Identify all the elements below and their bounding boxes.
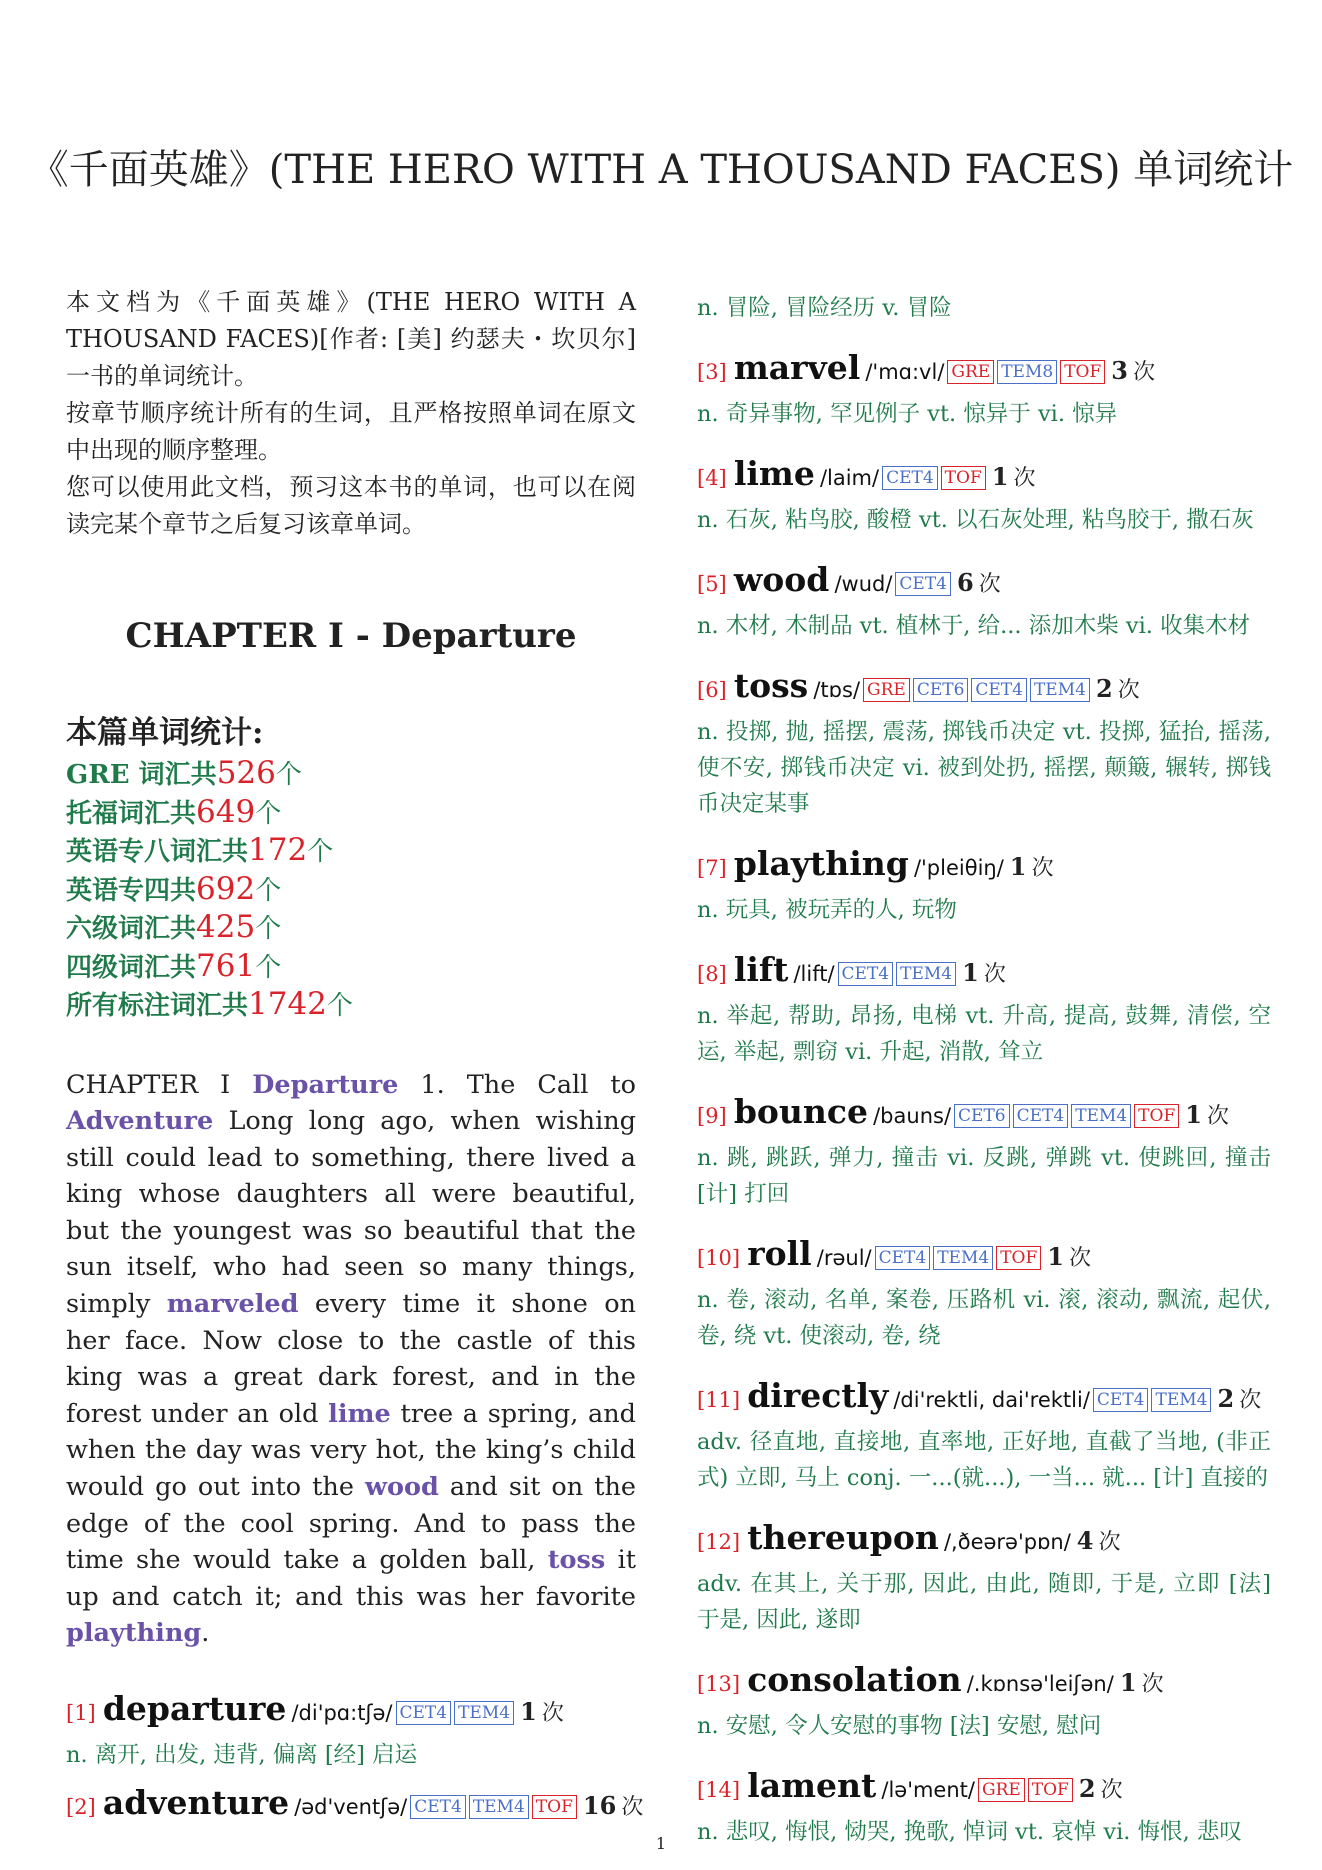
- entry-phonetic: /.kɒnsə'leiʃən/: [966, 1672, 1114, 1696]
- right-vocab-list: [697, 346, 1271, 1850]
- entry-definition: n. 奇异事物, 罕见例子 vt. 惊异于 vi. 惊异: [697, 401, 1118, 427]
- stat-count: 649: [196, 793, 256, 830]
- exam-tag: CET6: [913, 678, 969, 702]
- vocab-entry: [697, 346, 1271, 432]
- source-passage: [66, 1067, 636, 1653]
- exam-tag: CET6: [954, 1104, 1010, 1128]
- entry-index: [7]: [697, 856, 727, 880]
- entry-frequency: 1: [1009, 852, 1027, 881]
- entry-header: [697, 948, 1271, 998]
- entry-phonetic: /di'rektli, dai'rektli/: [893, 1388, 1090, 1412]
- entry-index: [6]: [697, 678, 727, 702]
- entry-header: [697, 1764, 1271, 1814]
- stat-line-gre: [66, 755, 636, 794]
- stat-line-toefl: [66, 794, 636, 833]
- entry-word: marvel: [733, 348, 861, 387]
- stat-count: 425: [196, 909, 256, 945]
- entry-word: consolation: [747, 1660, 962, 1699]
- entry-word: plaything: [733, 844, 909, 883]
- passage-text: tree a spring, and when the day was very hot, the king’s child would go out into the: [66, 1398, 636, 1503]
- highlighted-word: marveled: [166, 1289, 299, 1320]
- entry-frequency-unit: 次: [1239, 1388, 1262, 1413]
- left-column: [66, 284, 644, 1839]
- entry-frequency-unit: 次: [1069, 1246, 1092, 1271]
- exam-tag: CET4: [882, 466, 938, 490]
- passage-text: every time it shone on her face. Now close to the castle of this king was a great dark forest, and in the forest under an old: [66, 1289, 636, 1429]
- exam-tag: TEM4: [933, 1246, 993, 1270]
- stat-line-tem8: [66, 832, 636, 871]
- entry-phonetic: /bauns/: [873, 1104, 952, 1128]
- entry-definition: n. 悲叹, 悔恨, 恸哭, 挽歌, 悼词 vt. 哀悼 vi. 悔恨, 悲叹: [697, 1819, 1242, 1845]
- entry-frequency-unit: 次: [1207, 1104, 1230, 1129]
- entry-header: [697, 1658, 1271, 1708]
- entry-frequency-unit: 次: [1141, 1672, 1164, 1697]
- exam-tag: TOF: [1060, 360, 1105, 384]
- exam-tag: CET4: [410, 1795, 466, 1819]
- exam-tag: CET4: [875, 1246, 931, 1270]
- exam-tag: TOF: [996, 1246, 1041, 1270]
- stat-line-cet6: [66, 909, 636, 948]
- entry-definition: n. 安慰, 令人安慰的事物 [法] 安慰, 慰问: [697, 1713, 1102, 1739]
- exam-tag: TEM4: [896, 962, 956, 986]
- vocab-entry: [697, 842, 1271, 928]
- entry-header: [66, 1781, 644, 1831]
- entry-index: [12]: [697, 1530, 741, 1554]
- intro-paragraph: 本文档为《千面英雄》(THE HERO WITH A THOUSAND FACES)[作者: [美] 约瑟夫・坎贝尔] 一书的单词统计。: [66, 288, 636, 390]
- stat-unit: 个: [255, 798, 282, 829]
- exam-tag: TOF: [941, 466, 986, 490]
- vocab-entry: [697, 1090, 1271, 1212]
- stat-unit: 个: [326, 991, 353, 1021]
- exam-tag: TOF: [532, 1795, 577, 1819]
- vocab-entry: [697, 664, 1271, 822]
- exam-tag: TEM8: [997, 360, 1057, 384]
- entry-word: wood: [733, 560, 830, 599]
- exam-tag: TEM4: [469, 1795, 529, 1819]
- entry-frequency: 2: [1095, 674, 1113, 703]
- entry-frequency-unit: 次: [1013, 466, 1036, 491]
- entry-word: departure: [102, 1689, 287, 1728]
- passage-text: and sit on the edge of the cool spring. And to pass the time she would take a golden ball,: [66, 1472, 637, 1576]
- entry-frequency: 1: [962, 958, 979, 987]
- entry-frequency: 1: [1185, 1100, 1202, 1129]
- stat-count: 692: [196, 870, 256, 907]
- entry-header: [697, 346, 1271, 396]
- entry-index: [3]: [697, 360, 727, 384]
- entry-definition: n. 跳, 跳跃, 弹力, 撞击 vi. 反跳, 弹跳 vt. 使跳回, 撞击 [计] 打回: [697, 1145, 1271, 1207]
- stats-list: [66, 755, 636, 1025]
- entry-phonetic: /rəul/: [816, 1246, 872, 1270]
- entry-definition: n. 木材, 木制品 vt. 植林于, 给... 添加木柴 vi. 收集木材: [697, 613, 1251, 639]
- entry-frequency: 4: [1076, 1526, 1094, 1555]
- entry-phonetic: /'pleiθiŋ/: [913, 856, 1004, 880]
- entry-index: [2]: [66, 1795, 96, 1819]
- intro-paragraph: 按章节顺序统计所有的生词，且严格按照单词在原文中出现的顺序整理。: [66, 399, 636, 464]
- vocab-entry: [697, 558, 1271, 644]
- entry-index: [9]: [697, 1104, 727, 1128]
- entry-index: [11]: [697, 1388, 741, 1412]
- highlighted-word: lime: [328, 1398, 391, 1429]
- entry-index: [5]: [697, 572, 727, 596]
- entry-header: [697, 1090, 1271, 1140]
- entry-index: [8]: [697, 962, 727, 986]
- page-number: 1: [655, 1834, 667, 1853]
- highlighted-word: Adventure: [66, 1106, 214, 1137]
- exam-tag: TEM4: [454, 1701, 514, 1725]
- stat-label: 四级词汇共: [66, 952, 197, 983]
- stat-unit: 个: [307, 837, 334, 867]
- entry-phonetic: /wud/: [834, 572, 893, 596]
- vocab-entry: [697, 1658, 1271, 1744]
- entry-phonetic: /əd'ventʃə/: [294, 1795, 408, 1819]
- entry-definition: adv. 径直地, 直接地, 直率地, 正好地, 直截了当地, (非正式) 立即, 马上 conj. 一...(就...), 一当... 就... [计] 直接的: [697, 1429, 1271, 1491]
- entry-word: toss: [733, 666, 809, 705]
- vocab-entry: [697, 1374, 1271, 1496]
- exam-tag: TEM4: [1071, 1104, 1131, 1128]
- entry-header: [697, 664, 1271, 714]
- entry-frequency: 1: [1047, 1242, 1064, 1271]
- entry-word: adventure: [102, 1783, 290, 1822]
- exam-tag: CET4: [971, 678, 1027, 702]
- entry-phonetic: /laim/: [819, 466, 880, 490]
- vocab-entry: [66, 1781, 644, 1831]
- entry-index: [14]: [697, 1778, 741, 1802]
- entry-frequency-unit: 次: [1031, 856, 1054, 881]
- entry-header: [697, 1516, 1271, 1566]
- entry-phonetic: /tɒs/: [813, 678, 861, 702]
- entry-frequency: 1: [520, 1697, 537, 1726]
- passage-text: it up and catch it; and this was her favorite: [66, 1545, 637, 1612]
- entry-definition: n. 石灰, 粘鸟胶, 酸橙 vt. 以石灰处理, 粘鸟胶于, 撒石灰: [697, 507, 1254, 533]
- vocab-entry: [66, 1687, 636, 1773]
- stat-label: 托福词汇共: [66, 798, 197, 829]
- entry-phonetic: /,ðeərə'pɒn/: [943, 1530, 1071, 1554]
- exam-tag: CET4: [838, 962, 894, 986]
- stat-label: 英语专四共: [66, 875, 197, 906]
- exam-tag: GRE: [947, 360, 994, 384]
- entry-word: thereupon: [747, 1518, 939, 1557]
- entry-phonetic: /lift/: [793, 962, 835, 986]
- stat-count: 526: [216, 755, 276, 791]
- passage-text: .: [201, 1618, 210, 1649]
- entry-index: [1]: [66, 1701, 96, 1725]
- entry-phonetic: /lə'ment/: [881, 1778, 975, 1802]
- intro-text: [66, 284, 636, 543]
- entry-frequency: 3: [1111, 356, 1128, 385]
- highlighted-word: toss: [547, 1545, 606, 1576]
- exam-tag: GRE: [863, 678, 910, 702]
- entry-word: roll: [747, 1234, 812, 1273]
- entry-frequency: 2: [1217, 1384, 1235, 1413]
- exam-tag: TOF: [1134, 1104, 1179, 1128]
- entry-frequency: 6: [957, 568, 974, 597]
- entry-header: [697, 558, 1271, 608]
- stat-label: 六级词汇共: [66, 914, 197, 944]
- passage-text: CHAPTER I: [66, 1069, 253, 1100]
- entry-phonetic: /'mɑ:vl/: [865, 360, 945, 384]
- entry-definition: n. 投掷, 抛, 摇摆, 震荡, 掷钱币决定 vt. 投掷, 猛抬, 摇荡, 使不安, 掷钱币决定 vi. 被到处扔, 摇摆, 颠簸, 辗转, 掷钱币决定某事: [697, 719, 1271, 817]
- passage-text: Long long ago, when wishing still could lead to something, there lived a king whose daughters all were beautiful, but the youngest was so beautiful that the sun itself, who had seen so many things, simply: [66, 1106, 636, 1320]
- stat-count: 172: [248, 832, 308, 868]
- entry-word: bounce: [733, 1092, 869, 1131]
- entry-header: [697, 452, 1271, 502]
- stat-label: GRE 词汇共: [66, 760, 217, 790]
- entry-header: [66, 1687, 636, 1737]
- entry-frequency: 2: [1078, 1774, 1096, 1803]
- exam-tag: CET4: [396, 1701, 452, 1725]
- vocab-entry-continued: [697, 290, 1271, 326]
- stat-label: 所有标注词汇共: [66, 991, 249, 1021]
- vocab-entry: [697, 1232, 1271, 1354]
- stat-line-tem4: [66, 871, 636, 910]
- stat-line-all: [66, 986, 636, 1025]
- chapter-heading: CHAPTER I - Departure: [125, 616, 577, 656]
- entry-frequency-unit: 次: [1100, 1778, 1123, 1803]
- entry-frequency: 1: [991, 462, 1009, 491]
- exam-tag: CET4: [1093, 1388, 1149, 1412]
- entry-word: directly: [747, 1376, 889, 1415]
- stats-title: 本篇单词统计:: [66, 715, 264, 751]
- entry-header: [697, 1232, 1271, 1282]
- entry-phonetic: /di'pɑ:tʃə/: [291, 1701, 393, 1725]
- entry-header: [697, 1374, 1271, 1424]
- entry-frequency-unit: 次: [541, 1701, 564, 1726]
- entry-header: [697, 842, 1271, 892]
- entry-definition: n. 冒险, 冒险经历 v. 冒险: [697, 295, 952, 321]
- entry-index: [4]: [697, 466, 727, 490]
- exam-tag: GRE: [978, 1778, 1025, 1802]
- exam-tag: TEM4: [1151, 1388, 1211, 1412]
- exam-tag: CET4: [1013, 1104, 1069, 1128]
- highlighted-word: plaything: [66, 1618, 202, 1649]
- vocab-entry: [697, 948, 1271, 1070]
- exam-tag: TEM4: [1030, 678, 1090, 702]
- exam-tag: CET4: [895, 572, 951, 596]
- intro-paragraph: 您可以使用此文档，预习这本书的单词，也可以在阅读完某个章节之后复习该章单词。: [66, 473, 636, 538]
- entry-index: [10]: [697, 1246, 741, 1270]
- stat-unit: 个: [255, 875, 282, 906]
- entry-frequency-unit: 次: [978, 572, 1001, 597]
- exam-tag: TOF: [1028, 1778, 1073, 1802]
- vocab-entry: [697, 452, 1271, 538]
- entry-definition: adv. 在其上, 关于那, 因此, 由此, 随即, 于是, 立即 [法] 于是, 因此, 遂即: [697, 1571, 1271, 1633]
- stat-line-cet4: [66, 948, 636, 987]
- entry-word: lime: [733, 454, 815, 493]
- right-column: [697, 290, 1271, 1870]
- entry-definition: n. 卷, 滚动, 名单, 案卷, 压路机 vi. 滚, 滚动, 飘流, 起伏, 卷, 绕 vt. 使滚动, 卷, 绕: [697, 1287, 1271, 1349]
- entry-frequency-unit: 次: [1117, 678, 1140, 703]
- entry-frequency: 1: [1119, 1668, 1137, 1697]
- entry-frequency-unit: 次: [1098, 1530, 1121, 1555]
- entry-definition: n. 玩具, 被玩弄的人, 玩物: [697, 897, 957, 923]
- entry-frequency-unit: 次: [1133, 360, 1156, 385]
- stat-unit: 个: [275, 760, 302, 790]
- stat-label: 英语专八词汇共: [66, 837, 249, 867]
- highlighted-word: wood: [365, 1472, 439, 1503]
- entry-frequency-unit: 次: [983, 962, 1006, 987]
- highlighted-word: Departure: [252, 1069, 399, 1100]
- entry-word: lift: [733, 950, 789, 989]
- left-vocab-list: [66, 1687, 644, 1831]
- entry-word: lament: [747, 1766, 877, 1805]
- entry-definition: n. 举起, 帮助, 昂扬, 电梯 vt. 升高, 提高, 鼓舞, 清偿, 空运, 举起, 剽窃 vi. 升起, 消散, 耸立: [697, 1003, 1271, 1065]
- entry-index: [13]: [697, 1672, 741, 1696]
- document-title: 《千面英雄》(THE HERO WITH A THOUSAND FACES) 单词统计: [28, 147, 1294, 193]
- passage-text: 1. The Call to: [398, 1069, 636, 1100]
- vocab-entry: [697, 1516, 1271, 1638]
- stat-count: 761: [196, 947, 256, 984]
- entry-frequency-unit: 次: [621, 1795, 644, 1820]
- entry-frequency: 16: [582, 1791, 617, 1820]
- stat-count: 1742: [248, 986, 327, 1022]
- stat-unit: 个: [255, 952, 282, 983]
- stat-unit: 个: [255, 914, 282, 944]
- entry-definition: n. 离开, 出发, 违背, 偏离 [经] 启运: [66, 1742, 418, 1768]
